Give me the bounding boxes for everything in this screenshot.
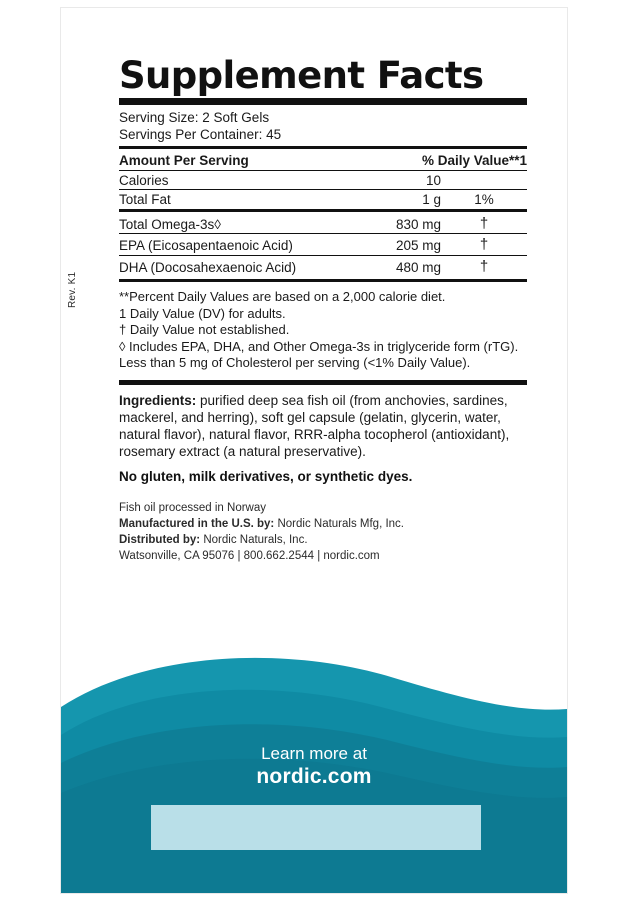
servings-divider <box>119 146 527 149</box>
row-amount: 830 mg <box>329 210 441 234</box>
table-row <box>119 190 527 211</box>
table-row <box>119 255 527 276</box>
distributed-by <box>119 532 527 548</box>
footnote-item: Less than 5 mg of Cholesterol per serving (<1% Daily Value). <box>119 355 471 370</box>
brand-url[interactable]: nordic.com <box>256 765 372 788</box>
ingredients-divider <box>119 380 527 385</box>
nutrition-table <box>119 151 527 276</box>
row-dv <box>441 170 527 190</box>
row-dv: † <box>441 210 527 234</box>
manufactured-by <box>119 516 527 532</box>
supplement-box-face <box>61 8 567 893</box>
table-row <box>119 234 527 256</box>
blank-label-patch <box>151 805 481 850</box>
title-divider <box>119 98 527 105</box>
ingredients-body: purified deep sea fish oil (from anchovies, sardines, mackerel, and herring), soft gel capsule (gelatin, glycerin, water, natural flavor), natural flavor, RRR-alpha tocopherol (antioxidant), rosemary extract (a natural preservative). <box>119 392 510 459</box>
allergen-statement: No gluten, milk derivatives, or synthetic dyes. <box>119 468 413 484</box>
row-dv: 1% <box>441 190 527 211</box>
ingredients-text <box>119 392 527 460</box>
company-address: Watsonville, CA 95076 | 800.662.2544 | nordic.com <box>119 549 380 562</box>
servings-per-container: Servings Per Container: 45 <box>119 127 282 142</box>
supplement-facts-panel <box>119 56 527 564</box>
footnotes <box>119 289 527 372</box>
revision-code: Rev. K1 <box>67 271 78 308</box>
table-header-row <box>119 151 527 170</box>
row-amount: 1 g <box>329 190 441 211</box>
row-label: Total Omega-3s◊ <box>119 210 329 234</box>
learn-more-text: Learn more at <box>261 744 367 763</box>
learn-more-block <box>61 742 567 788</box>
row-dv: † <box>441 255 527 276</box>
processed-in: Fish oil processed in Norway <box>119 501 267 514</box>
row-amount: 205 mg <box>329 234 441 256</box>
row-dv: † <box>441 234 527 256</box>
row-amount: 480 mg <box>329 255 441 276</box>
manufacturer-info <box>119 500 527 564</box>
distributed-by-value: Nordic Naturals, Inc. <box>200 533 308 546</box>
footnote-item: † Daily Value not established. <box>119 322 290 337</box>
manufactured-by-value: Nordic Naturals Mfg, Inc. <box>274 517 404 530</box>
table-bottom-divider <box>119 279 527 282</box>
row-label: Total Fat <box>119 190 329 211</box>
manufactured-by-label: Manufactured in the U.S. by: <box>119 517 275 530</box>
serving-size: Serving Size: 2 Soft Gels <box>119 110 270 125</box>
row-label: Calories <box>119 170 329 190</box>
row-label: DHA (Docosahexaenoic Acid) <box>119 255 329 276</box>
amount-per-serving-header: Amount Per Serving <box>119 152 249 168</box>
footnote-item: 1 Daily Value (DV) for adults. <box>119 305 286 321</box>
table-row <box>119 210 527 234</box>
footnote-item: **Percent Daily Values are based on a 2,000 calorie diet. <box>119 289 446 304</box>
table-row <box>119 170 527 190</box>
page-title: Supplement Facts <box>119 54 484 97</box>
row-amount: 10 <box>329 170 441 190</box>
ingredients-label: Ingredients: <box>119 392 197 408</box>
footnote-item: ◊ Includes EPA, DHA, and Other Omega-3s in triglyceride form (rTG). <box>119 338 519 354</box>
row-label: EPA (Eicosapentaenoic Acid) <box>119 234 329 256</box>
daily-value-header: % Daily Value**1 <box>421 152 527 168</box>
distributed-by-label: Distributed by: <box>119 533 201 546</box>
